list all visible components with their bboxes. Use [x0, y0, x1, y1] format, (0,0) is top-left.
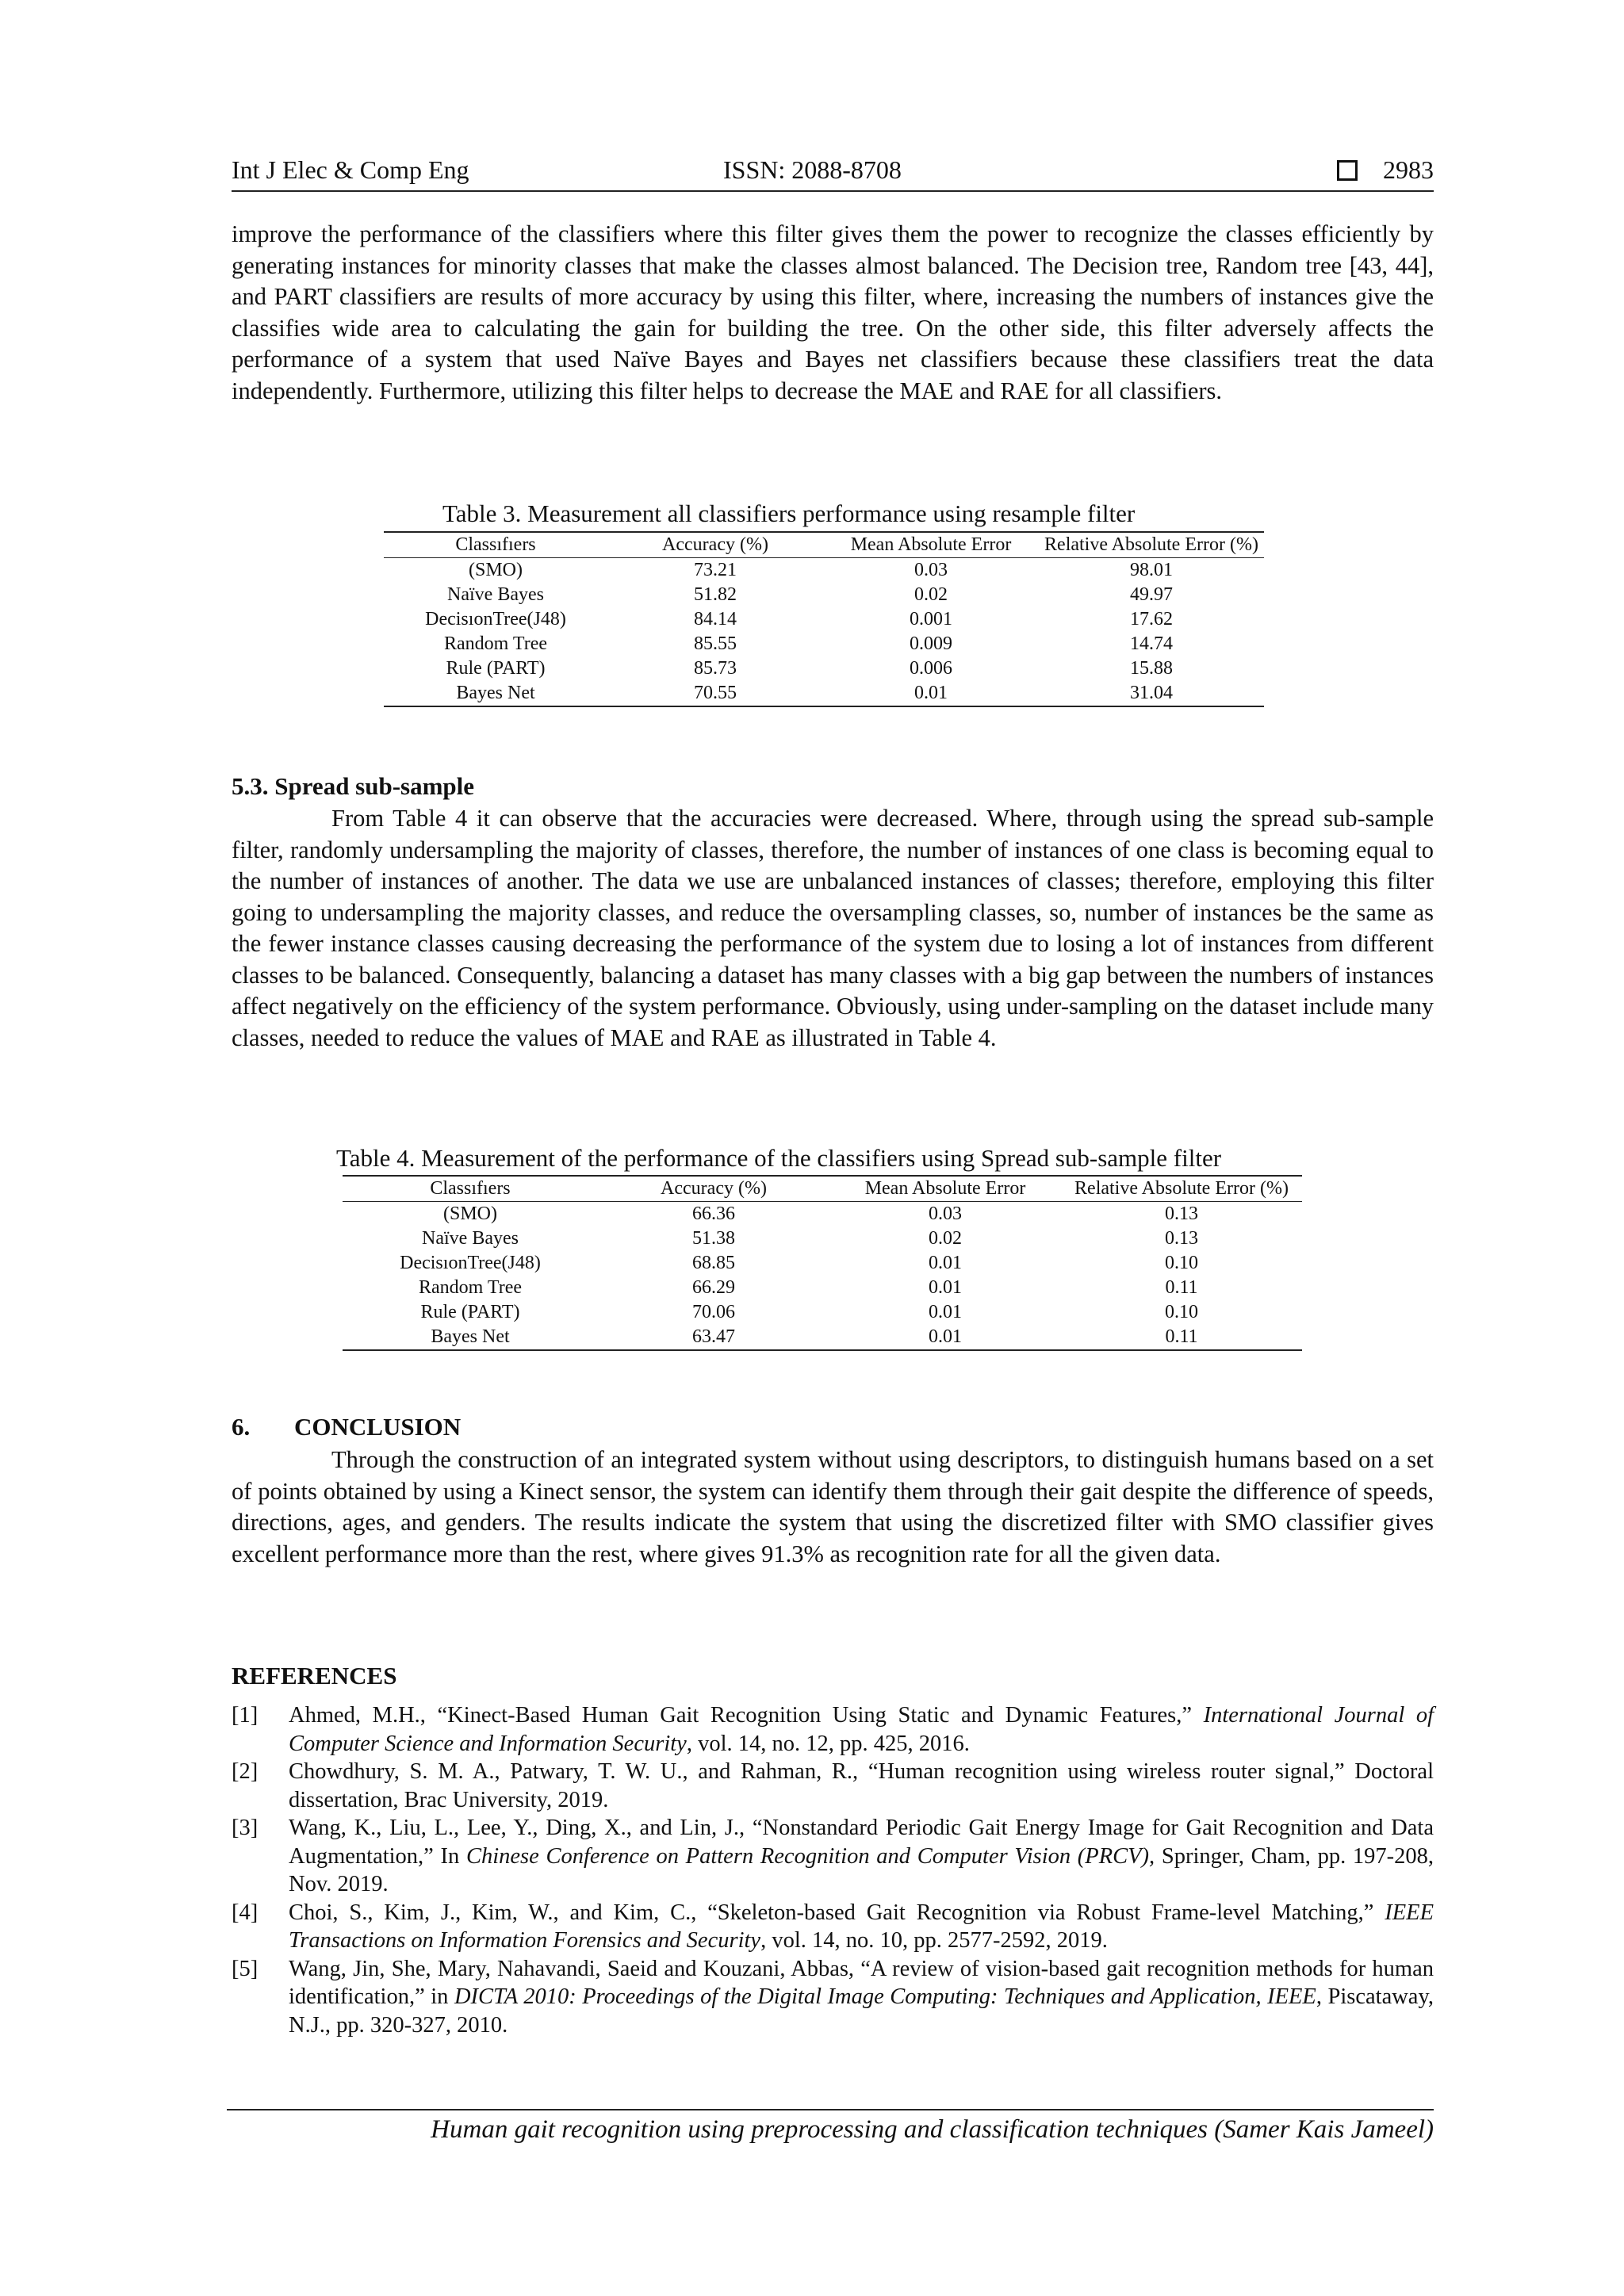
table-cell: 0.13	[1165, 1228, 1198, 1249]
section-heading-conclusion	[232, 1413, 461, 1441]
reference-details: Springer, Cham, pp. 197-208, Nov. 2019.	[289, 1843, 1434, 1896]
table-cell: 73.21	[694, 560, 737, 580]
table-cell: 0.02	[914, 584, 948, 605]
reference-source: DICTA 2010: Proceedings of the Digital Image Computing: Techniques and Application, IEEE	[454, 1984, 1316, 2009]
table-row	[343, 1226, 1302, 1251]
table-cell: 0.13	[1165, 1203, 1198, 1224]
intro-paragraph: improve the performance of the classifiers where this filter gives them the power to recognize the classes efficiently by generating instances for minority classes that make the classes almost balanced. The Decision tree, Random tree [43, 44], and PART classifiers are results of more accuracy by using this filter, where, increasing the numbers of instances give the classifies wide area to calculating the gain for building the tree. On the other side, this filter adversely affects the performance of a system that used Naïve Bayes and Bayes net classifiers because these classifiers treat the data independently. Furthermore, utilizing this filter helps to decrease the MAE and RAE for all classifiers.	[232, 220, 1434, 404]
reference-text: Choi, S., Kim, J., Kim, W., and Kim, C., “Skeleton-based Gait Recognition via Robust Frame-level Matching,”	[289, 1900, 1385, 1925]
table-row	[343, 1251, 1302, 1276]
table-cell: (SMO)	[442, 1203, 497, 1224]
table-cell: 0.01	[914, 683, 948, 703]
table-row	[384, 607, 1264, 632]
issn: ISSN: 2088-8708	[723, 155, 902, 184]
table-cell: 0.10	[1165, 1302, 1198, 1322]
table-cell: 85.55	[694, 633, 737, 654]
section-number: 6.	[232, 1413, 251, 1441]
page-number: 2983	[1383, 155, 1434, 184]
table-cell: Bayes Net	[431, 1326, 510, 1347]
table-cell: 70.55	[694, 683, 737, 703]
table-cell: 51.82	[694, 584, 737, 605]
table-cell: 0.11	[1165, 1277, 1198, 1298]
table-cell: 68.85	[692, 1253, 735, 1273]
reference-source: Chinese Conference on Pattern Recognition and Computer Vision (PRCV),	[465, 1843, 1155, 1869]
table-cell: 0.01	[929, 1326, 962, 1347]
table3-header-row	[384, 532, 1264, 558]
list-item	[232, 1899, 1434, 1955]
table-row	[384, 656, 1264, 681]
reference-source: International Journal of Computer Science and Information Security	[289, 1703, 1434, 1756]
table-cell: Rule (PART)	[420, 1302, 520, 1322]
table-cell: 0.03	[929, 1203, 962, 1224]
table-cell: 0.001	[910, 609, 952, 629]
footer-divider	[227, 2109, 1434, 2110]
table4	[343, 1175, 1302, 1351]
table4-header-row	[343, 1176, 1302, 1202]
table-row	[343, 1325, 1302, 1350]
table-cell: 0.01	[929, 1253, 962, 1273]
table4-col-header: Classıfıers	[343, 1176, 598, 1202]
journal-name: Int J Elec & Comp Eng	[232, 155, 469, 184]
square-icon	[1337, 160, 1358, 181]
table-cell: 0.11	[1165, 1326, 1198, 1347]
reference-details: , vol. 14, no. 12, pp. 425, 2016.	[686, 1731, 970, 1756]
running-header	[232, 155, 1434, 192]
section-title: CONCLUSION	[294, 1413, 462, 1441]
table3-col-header: Relative Absolute Error (%)	[1039, 532, 1264, 558]
table-row	[384, 681, 1264, 706]
reference-text: Wang, K., Liu, L., Lee, Y., Ding, X., and Lin, J., “Nonstandard Periodic Gait Energy Image for Gait Recognition and Data Augmentation,” In	[289, 1816, 1434, 1869]
reference-text: Wang, Jin, She, Mary, Nahavandi, Saeid and Kouzani, Abbas, “A review of vision-based gait recognition methods for human identification,” in	[289, 1956, 1434, 2009]
table-cell: 0.006	[910, 658, 952, 679]
reference-number: [3]	[232, 1816, 259, 1840]
table-cell: Bayes Net	[456, 683, 535, 703]
table-row	[343, 1276, 1302, 1300]
table-cell: 51.38	[692, 1228, 735, 1249]
table4-col-header: Mean Absolute Error	[829, 1176, 1061, 1202]
table-cell: Naïve Bayes	[447, 584, 544, 605]
table-cell: Random Tree	[443, 633, 547, 654]
conclusion-paragraph: Through the construction of an integrated system without using descriptors, to distinguish humans based on a set of points obtained by using a Kinect sensor, the system can identify them through their gait despite the difference of speeds, directions, ages, and genders. The results indicate the system that using the discretized filter with SMO classifier gives excellent performance more than the rest, where gives 91.3% as recognition rate for all the given data.	[232, 1446, 1434, 1567]
table-cell: Random Tree	[418, 1277, 522, 1298]
references-heading: REFERENCES	[232, 1662, 397, 1689]
table4-col-header: Relative Absolute Error (%)	[1061, 1176, 1302, 1202]
table-cell: 66.29	[692, 1277, 735, 1298]
table-cell: 0.10	[1165, 1253, 1198, 1273]
table-row	[384, 583, 1264, 607]
table-cell: 0.01	[929, 1302, 962, 1322]
table-cell: Naïve Bayes	[422, 1228, 519, 1249]
references-list	[232, 1701, 1434, 2039]
section-heading-5-3: 5.3. Spread sub-sample	[232, 772, 475, 800]
table-cell: DecisıonTree(J48)	[400, 1253, 541, 1273]
table-cell: DecisıonTree(J48)	[425, 609, 566, 629]
table3	[384, 531, 1264, 707]
running-footer: Human gait recognition using preprocessing and classification techniques (Samer Kais Jameel)	[431, 2115, 1434, 2144]
table-row	[384, 632, 1264, 656]
table3-col-header: Accuracy (%)	[607, 532, 823, 558]
reference-number: [1]	[232, 1703, 259, 1728]
table3-col-header: Mean Absolute Error	[823, 532, 1039, 558]
reference-text: Ahmed, M.H., “Kinect-Based Human Gait Recognition Using Static and Dynamic Features,”	[289, 1703, 1204, 1728]
list-item	[232, 1701, 1434, 1758]
list-item	[232, 1758, 1434, 1814]
table-cell: 15.88	[1130, 658, 1173, 679]
list-item	[232, 1814, 1434, 1899]
table-cell: 85.73	[694, 658, 737, 679]
reference-number: [4]	[232, 1900, 259, 1925]
reference-details: , vol. 14, no. 10, pp. 2577-2592, 2019.	[760, 1928, 1108, 1953]
table-cell: 63.47	[692, 1326, 735, 1347]
section-5-3-paragraph: From Table 4 it can observe that the accuracies were decreased. Where, through using the spread sub-sample filter, randomly undersampling the majority of classes, therefore, the number of instances of one class is becoming equal to the number of instances of another. The data we use are unbalanced instances of classes; therefore, employing this filter going to undersampling the majority classes, and reduce the oversampling classes, so, number of instances be the same as the fewer instance classes causing decreasing the performance of the system due to losing a lot of instances from different classes to be balanced. Consequently, balancing a dataset has many classes with a big gap between the numbers of instances affect negatively on the efficiency of the system performance. Obviously, using under-sampling on the dataset include many classes, needed to reduce the values of MAE and RAE as illustrated in Table 4.	[232, 805, 1434, 1051]
reference-source: IEEE Transactions on Information Forensics and Security	[289, 1900, 1434, 1953]
table4-caption: Table 4. Measurement of the performance of the classifiers using Spread sub-sample filter	[336, 1144, 1222, 1172]
table-row	[343, 1300, 1302, 1325]
table-row	[343, 1202, 1302, 1227]
table-cell: (SMO)	[468, 560, 523, 580]
table-cell: 66.36	[692, 1203, 735, 1224]
table-cell: 0.009	[910, 633, 952, 654]
reference-text: Chowdhury, S. M. A., Patwary, T. W. U., and Rahman, R., “Human recognition using wireless router signal,” Doctoral dissertation, Brac University, 2019.	[289, 1759, 1434, 1812]
table-cell: 0.03	[914, 560, 948, 580]
table4-col-header: Accuracy (%)	[598, 1176, 829, 1202]
table-cell: 70.06	[692, 1302, 735, 1322]
table-cell: Rule (PART)	[446, 658, 546, 679]
table-cell: 98.01	[1130, 560, 1173, 580]
table-cell: 0.01	[929, 1277, 962, 1298]
list-item	[232, 1955, 1434, 2040]
table-cell: 0.02	[929, 1228, 962, 1249]
reference-details: , Piscataway, N.J., pp. 320-327, 2010.	[289, 1984, 1434, 2038]
reference-number: [2]	[232, 1759, 259, 1784]
reference-number: [5]	[232, 1956, 259, 1981]
table-cell: 84.14	[694, 609, 737, 629]
table-row	[384, 558, 1264, 584]
table3-caption: Table 3. Measurement all classifiers performance using resample filter	[442, 499, 1136, 527]
table-cell: 49.97	[1130, 584, 1173, 605]
table-cell: 14.74	[1130, 633, 1173, 654]
table3-col-header: Classıfıers	[384, 532, 607, 558]
table-cell: 17.62	[1130, 609, 1173, 629]
table-cell: 31.04	[1130, 683, 1173, 703]
